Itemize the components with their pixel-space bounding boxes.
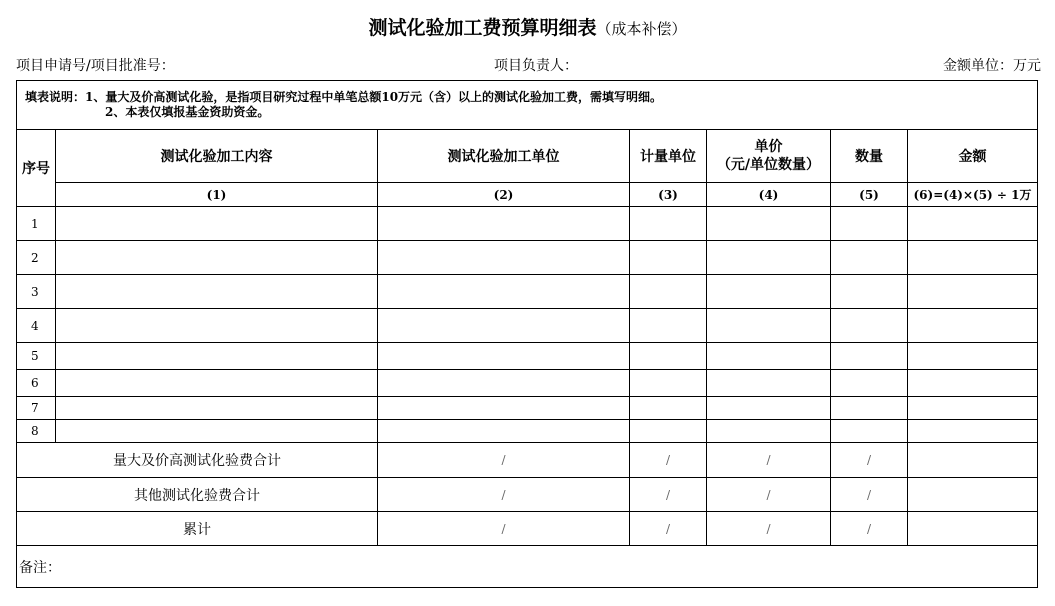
- measure-cell[interactable]: [630, 207, 707, 241]
- slash-mark: /: [707, 512, 831, 546]
- slash-mark: /: [707, 478, 831, 512]
- header-row: [17, 130, 1038, 183]
- unit-org-cell[interactable]: [378, 397, 630, 420]
- instructions-cell: [17, 81, 1038, 130]
- title-sub: （成本补偿）: [596, 20, 687, 38]
- content-cell[interactable]: [56, 309, 378, 343]
- row-number: 2: [17, 241, 56, 275]
- unit-org-cell[interactable]: [378, 275, 630, 309]
- other-total-row: [17, 478, 1038, 512]
- col-number-6: (6)=(4)×(5) ÷ 1万: [908, 183, 1038, 207]
- price-cell[interactable]: [707, 309, 831, 343]
- slash-mark: /: [831, 512, 908, 546]
- cumulative-amount[interactable]: [908, 512, 1038, 546]
- content-cell[interactable]: [56, 397, 378, 420]
- other-total-label: 其他测试化验费合计: [17, 478, 378, 512]
- amount-cell[interactable]: [908, 207, 1038, 241]
- content-cell[interactable]: [56, 343, 378, 370]
- unit-org-cell[interactable]: [378, 207, 630, 241]
- content-cell[interactable]: [56, 275, 378, 309]
- amount-cell[interactable]: [908, 397, 1038, 420]
- header-price-line1: 单价: [754, 139, 783, 155]
- price-cell[interactable]: [707, 370, 831, 397]
- col-number-4: (4): [707, 183, 831, 207]
- slash-mark: /: [630, 443, 707, 478]
- price-cell[interactable]: [707, 207, 831, 241]
- header-amount: 金额: [908, 130, 1038, 183]
- measure-cell[interactable]: [630, 275, 707, 309]
- unit-org-cell[interactable]: [378, 309, 630, 343]
- measure-cell[interactable]: [630, 370, 707, 397]
- unit-org-cell[interactable]: [378, 370, 630, 397]
- col-number-3: (3): [630, 183, 707, 207]
- slash-mark: /: [378, 478, 630, 512]
- slash-mark: /: [707, 443, 831, 478]
- measure-cell[interactable]: [630, 397, 707, 420]
- price-cell[interactable]: [707, 397, 831, 420]
- cumulative-label: 累计: [17, 512, 378, 546]
- table-row: [17, 370, 1038, 397]
- header-price-line2: （元/单位数量）: [716, 157, 821, 173]
- table-row: [17, 309, 1038, 343]
- qty-cell[interactable]: [831, 275, 908, 309]
- table-row: [17, 343, 1038, 370]
- column-number-row: [17, 183, 1038, 207]
- header-price: [707, 130, 831, 183]
- row-number: 1: [17, 207, 56, 241]
- row-number: 3: [17, 275, 56, 309]
- row-number: 7: [17, 397, 56, 420]
- unit-org-cell[interactable]: [378, 343, 630, 370]
- remark-cell[interactable]: [17, 546, 1038, 588]
- header-unit-org: 测试化验加工单位: [378, 130, 630, 183]
- slash-mark: /: [378, 443, 630, 478]
- qty-cell[interactable]: [831, 370, 908, 397]
- price-cell[interactable]: [707, 343, 831, 370]
- table-row: [17, 275, 1038, 309]
- table-row: [17, 420, 1038, 443]
- high-value-total-amount[interactable]: [908, 443, 1038, 478]
- amount-cell[interactable]: [908, 370, 1038, 397]
- qty-cell[interactable]: [831, 309, 908, 343]
- content-cell[interactable]: [56, 207, 378, 241]
- table-row: [17, 397, 1038, 420]
- col-number-2: (2): [378, 183, 630, 207]
- instruction-line-1: 填表说明：1、量大及价高测试化验，是指项目研究过程中单笔总额10万元（含）以上的测试化验加工费，需填写明细。: [25, 90, 663, 104]
- instructions-row: [17, 81, 1038, 130]
- table-row: [17, 241, 1038, 275]
- row-number: 4: [17, 309, 56, 343]
- header-qty: 数量: [831, 130, 908, 183]
- header-seq: 序号: [17, 130, 56, 207]
- amount-unit-label: 金额单位：万元: [943, 58, 1041, 74]
- price-cell[interactable]: [707, 420, 831, 443]
- other-total-amount[interactable]: [908, 478, 1038, 512]
- remark-label: 备注：: [19, 559, 61, 576]
- row-number: 8: [17, 420, 56, 443]
- qty-cell[interactable]: [831, 207, 908, 241]
- unit-org-cell[interactable]: [378, 241, 630, 275]
- slash-mark: /: [378, 512, 630, 546]
- content-cell[interactable]: [56, 241, 378, 275]
- budget-table: [16, 80, 1038, 588]
- measure-cell[interactable]: [630, 309, 707, 343]
- slash-mark: /: [831, 443, 908, 478]
- amount-cell[interactable]: [908, 275, 1038, 309]
- price-cell[interactable]: [707, 275, 831, 309]
- page-title: [0, 14, 1055, 43]
- unit-org-cell[interactable]: [378, 420, 630, 443]
- content-cell[interactable]: [56, 370, 378, 397]
- slash-mark: /: [831, 478, 908, 512]
- qty-cell[interactable]: [831, 420, 908, 443]
- measure-cell[interactable]: [630, 420, 707, 443]
- row-number: 6: [17, 370, 56, 397]
- col-number-5: (5): [831, 183, 908, 207]
- measure-cell[interactable]: [630, 343, 707, 370]
- instruction-line-2: 2、本表仅填报基金资助资金。: [105, 105, 270, 119]
- project-leader-label: 项目负责人：: [494, 58, 578, 74]
- remark-row: [17, 546, 1038, 588]
- slash-mark: /: [630, 512, 707, 546]
- high-value-total-row: [17, 443, 1038, 478]
- slash-mark: /: [630, 478, 707, 512]
- cumulative-row: [17, 512, 1038, 546]
- amount-cell[interactable]: [908, 241, 1038, 275]
- qty-cell[interactable]: [831, 397, 908, 420]
- amount-cell[interactable]: [908, 420, 1038, 443]
- content-cell[interactable]: [56, 420, 378, 443]
- row-number: 5: [17, 343, 56, 370]
- measure-cell[interactable]: [630, 241, 707, 275]
- amount-cell[interactable]: [908, 309, 1038, 343]
- amount-cell[interactable]: [908, 343, 1038, 370]
- qty-cell[interactable]: [831, 241, 908, 275]
- project-number-label: 项目申请号/项目批准号：: [16, 58, 175, 74]
- header-measure: 计量单位: [630, 130, 707, 183]
- header-content: 测试化验加工内容: [56, 130, 378, 183]
- col-number-1: (1): [56, 183, 378, 207]
- qty-cell[interactable]: [831, 343, 908, 370]
- title-main: 测试化验加工费预算明细表: [368, 17, 597, 39]
- high-value-total-label: 量大及价高测试化验费合计: [17, 443, 378, 478]
- table-row: [17, 207, 1038, 241]
- price-cell[interactable]: [707, 241, 831, 275]
